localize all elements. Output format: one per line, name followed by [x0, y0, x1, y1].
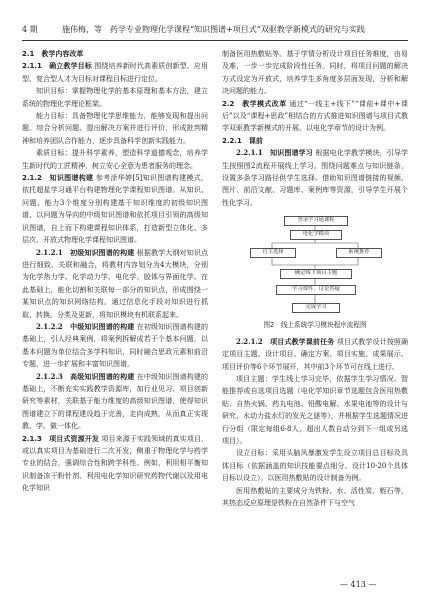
paragraph-text: 参考涂华婷[5]知识图谱构建模式，依托超星学习通平台构建物理化学课程知识图谱。从知识、问题、能力3个维度分别构建基于知识维度的初级知识图谱、以问题为导向的中级知识图谱和依托项目引领的高级知识图谱，自上而下构建课程知识体系，打造新型立体化、多层次、开放式物理化学课程知识图谱。	[22, 174, 208, 245]
running-header	[22, 22, 408, 38]
paragraph-text: 根据教学大纲对知识点进行细致、关联和融合，将教材内容划分为4大模块，分别为化学热力学、化学动力学、电化学、胶体与界面化学。在此基础上，能化切割和关联每一部分的知识点，形成围绕一某知识点的知识网络结构。通过信息化手段对知识进行抓取、转换、分类及更新，将知识模块有机联系起来。	[22, 248, 209, 319]
paragraph: 医用热敷贴的主要成分为铁粉、水、活性炭、蛭石等，其热态反应原理是铁粉在自然条件下与空气	[222, 486, 408, 507]
paragraph: 制备医用热敷贴等。基于学情分析设计项目任务难度，由易及难，一步一步完成阶段性任务。同时，将项目问题的解决方式设定为开放式，培养学生多角度多层面发现，分析和解决问题的能力。	[222, 50, 408, 96]
paragraph	[22, 321, 208, 371]
paragraph: 项目主题：学生线上学习完毕，依据学生学习情况、智能推荐或自选项目选题（电化学知识章节选题包含医用热敷贴、自热火锅、药丸电池、铅酸电解、水果电池等的设计与研究、水动力盐水灯的发光之谜等），并根据学生选题情况进行分组（限定每组6-8人，超出人数自动分到下一组或另选项目）。	[222, 374, 408, 445]
paragraph-text: 项目式教学设计按照确定项目主题、设计项目、确定方案、项目实施、成果展示、项目评价等6个环节展开，其中前3个环节可在线上进行。	[222, 337, 409, 371]
paragraph-text: 根据电化学教学模块，引导学生按照图2流程开展线上学习。围绕问题难点与知识链条，设置多条学习路径供学生选择。借助知识图谱链接的视频、图片、前沿文献、习题库、案例库等资源，引导学生开展个性化学习。	[222, 149, 409, 207]
flow-node-login: 登录学习通课程	[284, 216, 348, 226]
flow-node-recommend: 系统推荐	[336, 248, 382, 258]
paragraph: 能力目标：具备物理化学思维能力，能够发现和提出问题、综合分析问题、提出解决方案并进行评价，形成批判精神和培养团队合作能力，逐步具备科学创新实践能力。	[22, 112, 208, 145]
subsection-heading: 2.2 教学模式改革	[222, 99, 287, 108]
subsubsection-heading: 2.1.2.2 中级知识图谱的构建	[36, 321, 135, 331]
paragraph-text: 围绕培养新时代高素质创新型、应用型、复合型人才为目标对课程目标进行定位。	[22, 62, 208, 83]
paragraph	[222, 147, 408, 209]
paragraph	[22, 433, 208, 495]
running-title: 施伟梅，等 药学专业物理化学课程“知识图谱+项目式”双驱教学新模式的研究与实践	[62, 25, 365, 34]
flowchart	[222, 215, 408, 317]
section-heading: 2.1 教学内容改革	[22, 50, 84, 58]
paragraph: 素质目标：提升科学素养，塑造科学道德观念，培养学生新时代的工匠精神，树立安心全意为患者服务的理念。	[22, 149, 208, 170]
paragraph	[222, 336, 408, 373]
paragraph	[22, 60, 208, 85]
paragraph-text: 项目来源于实践领域的真实项目，或以真实项目为基础进行二次开发，侧重于物理化学与药学专业的结合，强调综合性和跨学科性。例如，利用相平衡知识制备冻干粉针剂、利用电化学知识研究药物代谢以及用电化学知识	[22, 434, 208, 493]
figure-caption: 图2 线上系统学习模块程序流程图	[263, 321, 367, 330]
flow-node-module: 电化学模块	[290, 230, 342, 240]
subsubsection-heading: 2.2.1.1 知识图谱学习	[236, 148, 313, 158]
paragraph	[22, 172, 208, 246]
paragraph	[222, 98, 408, 135]
subsubsection-heading: 2.1.2.1 初级知识图谱的构建	[36, 247, 135, 257]
paragraph-text: 通过“一线主+线下”“课前+课中+课后”以及“课程+思政”相结合的方式推进知识图谱与项目式教学双驱教学新模式的开展。以电化学章节的设计为例。	[222, 99, 408, 133]
paragraph	[22, 247, 208, 321]
page-number: — 413 —	[340, 580, 377, 589]
paragraph-text: 在初级知识图谱构建的基础上，引人经典案例，将案例拆解成若干个基本问题，以基本问题为单位结合多学科知识，同时融合思政元素和前沿专题，进一步扩展和丰富知识图谱。	[22, 322, 209, 369]
subsection-heading: 2.1.3 项目式资源开发	[22, 434, 99, 443]
header-rule	[22, 40, 408, 41]
flow-node-finish: 完成学习	[292, 303, 340, 313]
flow-node-confirm-topic: 确定线下项目主题	[280, 269, 352, 279]
paragraph-text: 在中级知识图谱构建的基础上，不断充实实践教学资源库，加行业见习、项目创新研究等素材，关联基于能力维度的高级知识图谱，使得知识图谱建立下的课程建设趋于完善，走向成熟，从而真正实现教、学、做一体化。	[22, 372, 209, 431]
subsubsection-heading: 2.1.2.3 高级知识图谱的构建	[36, 371, 135, 381]
subsubsection-heading: 2.2.1.2 项目式教学课前任务	[236, 336, 335, 346]
issue-number: 4 期	[22, 25, 38, 34]
subsection-heading: 2.1.1 确立教学目标	[22, 62, 92, 71]
flow-node-self-select: 自主选择	[250, 248, 296, 258]
flow-node-study: 学习课件、讨论答疑	[276, 285, 356, 295]
right-column	[222, 48, 408, 509]
paragraph	[22, 371, 208, 433]
paragraph: 设立目标：采用头脑风暴激发学生设立项目总目标及具体目标（依据涵盖的知识技能要点细分、设计10-20个具体目标以设立）。以医用热敷贴的设计制备为例。	[222, 449, 408, 483]
subsection-heading: 2.1.2 知识图谱构建	[22, 174, 94, 183]
subsection-heading: 2.2.1 课前	[222, 136, 263, 145]
paragraph: 知识目标：掌握物理化学的基本原理和基本方法，建立系统的物理化学理论框架。	[22, 87, 208, 108]
left-column	[22, 48, 208, 495]
